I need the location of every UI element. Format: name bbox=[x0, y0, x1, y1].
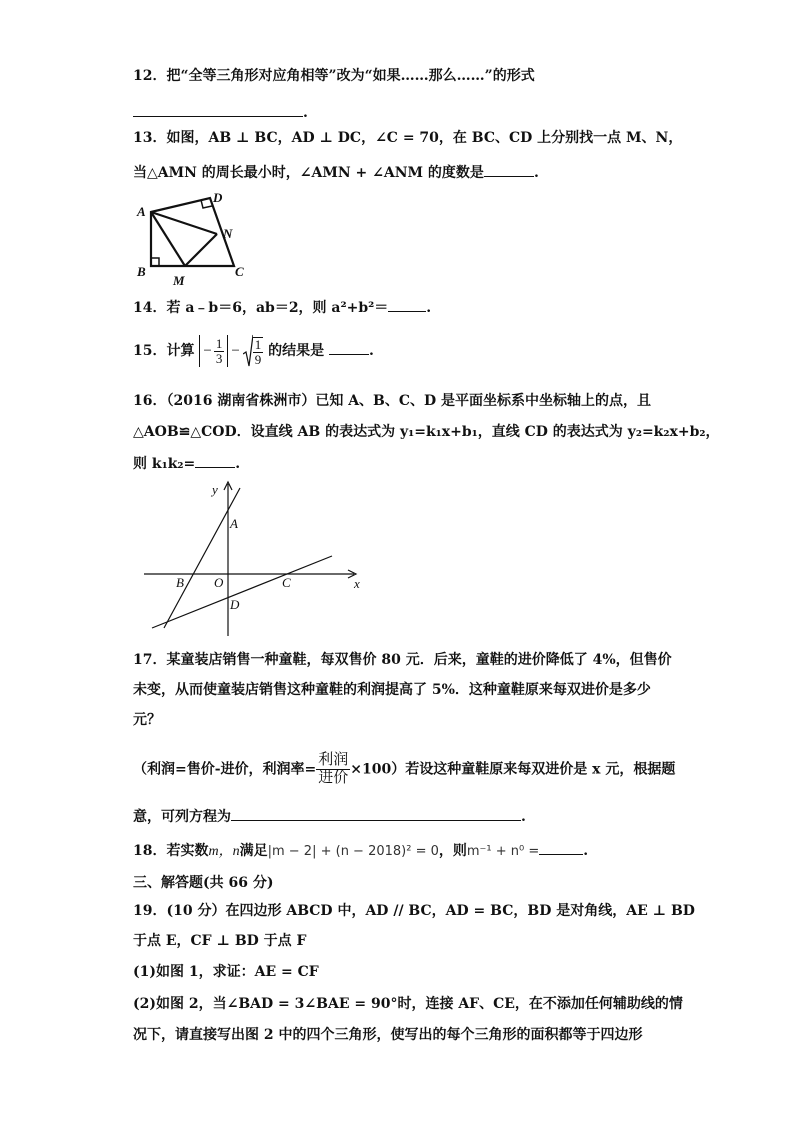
q19-line4: (2)如图 2，当∠BAD = 3∠BAE = 90°时，连接 AF、CE，在不添加任何辅助线的情 bbox=[133, 996, 683, 1012]
q13-line2: 当△AMN 的周长最小时，∠AMN + ∠ANM 的度数是 . bbox=[133, 162, 539, 182]
q13-answer-blank[interactable] bbox=[484, 162, 534, 177]
q16-label-y: y bbox=[212, 482, 218, 497]
q15-line: 15．计算 − $\frac{1}{3}$ − $\frac{1}{9}$ 的结果是 . bbox=[133, 335, 374, 367]
q13-label-B: B bbox=[137, 264, 146, 279]
q13-figure bbox=[135, 188, 255, 288]
q19-line1: 19．(10 分）在四边形 ABCD 中，AD // BC，AD = BC，BD 是对角线，AE ⊥ BD bbox=[133, 903, 695, 919]
q15-sqrt-icon bbox=[243, 334, 253, 368]
q13-label-M: M bbox=[173, 273, 185, 288]
q17-profit-rate-fraction: $\frac{\text{利润}}{\text{进价}}$ bbox=[318, 752, 349, 786]
q13-label-N: N bbox=[223, 226, 233, 241]
q14-answer-blank[interactable] bbox=[388, 297, 426, 312]
q13-label-A: A bbox=[137, 204, 146, 219]
q17-line3: 元？ bbox=[133, 712, 161, 728]
q15-expression: − $\frac{1}{3}$ − $\frac{1}{9}$ bbox=[199, 334, 263, 368]
q18-answer-blank[interactable] bbox=[539, 840, 583, 855]
q12-answer-blank[interactable] bbox=[133, 102, 303, 117]
q13-segment-MN bbox=[185, 234, 217, 266]
q16-line-CD bbox=[152, 556, 332, 628]
q16-label-C: C bbox=[282, 575, 291, 590]
q16-line-AB bbox=[164, 488, 240, 628]
q16-answer-blank[interactable] bbox=[195, 453, 235, 468]
q16-label-B: B bbox=[176, 575, 184, 590]
q14-line: 14．若 a﹣b＝6，ab＝2，则 a²+b²＝ . bbox=[133, 297, 431, 317]
q13-label-C: C bbox=[235, 264, 244, 279]
q17-line5: 意，可列方程为 . bbox=[133, 806, 526, 826]
q17-line2: 未变，从而使童装店销售这种童鞋的利润提高了 5%．这种童鞋原来每双进价是多少 bbox=[133, 682, 651, 698]
q16-line3: 则 k₁k₂= . bbox=[133, 453, 240, 473]
q19-line2: 于点 E，CF ⊥ BD 于点 F bbox=[133, 933, 307, 949]
q17-line4: （利润=售价-进价，利润率= $\frac{\text{利润}}{\text{进价}}$ ×100）若设这种童鞋原来每双进价是 x 元，根据题 bbox=[133, 752, 676, 786]
q12-line1: 12．把“全等三角形对应角相等”改为“如果……那么……”的形式 bbox=[133, 68, 535, 84]
q16-label-O: O bbox=[214, 575, 224, 590]
q17-answer-blank[interactable] bbox=[231, 806, 521, 821]
q13-segment-AN bbox=[151, 212, 217, 234]
q19-line5: 况下，请直接写出图 2 中的四个三角形，使写出的每个三角形的面积都等于四边形 bbox=[133, 1027, 643, 1043]
q15-answer-blank[interactable] bbox=[329, 340, 369, 355]
q13-label-D: D bbox=[213, 190, 223, 205]
section-title: 三、解答题(共 66 分) bbox=[133, 875, 274, 891]
q16-line1: 16．（2016 湖南省株洲市）已知 A、B、C、D 是平面坐标系中坐标轴上的点，且 bbox=[133, 393, 652, 409]
q16-label-x: x bbox=[354, 576, 360, 591]
q17-line1: 17．某童装店销售一种童鞋，每双售价 80 元．后来，童鞋的进价降低了 4%，但售价 bbox=[133, 652, 672, 668]
q13-right-angle-B bbox=[151, 258, 159, 266]
q16-coordinate-figure bbox=[140, 478, 380, 638]
q18-line: 18．若实数m，n满足|m − 2| + (n − 2018)² = 0，则m⁻¹ + n⁰ = . bbox=[133, 840, 588, 861]
q16-label-D: D bbox=[230, 597, 240, 612]
q16-line2: △AOB≌△COD．设直线 AB 的表达式为 y₁=k₁x+b₁，直线 CD 的表达式为 y₂=k₂x+b₂， bbox=[133, 424, 720, 440]
q12-answer-line: . bbox=[133, 102, 308, 122]
q13-line1: 13．如图，AB ⊥ BC，AD ⊥ DC，∠C = 70，在 BC、CD 上分别找一点 M、N， bbox=[133, 130, 683, 146]
q16-label-A: A bbox=[230, 516, 238, 531]
q19-line3: (1)如图 1，求证：AE = CF bbox=[133, 964, 319, 980]
